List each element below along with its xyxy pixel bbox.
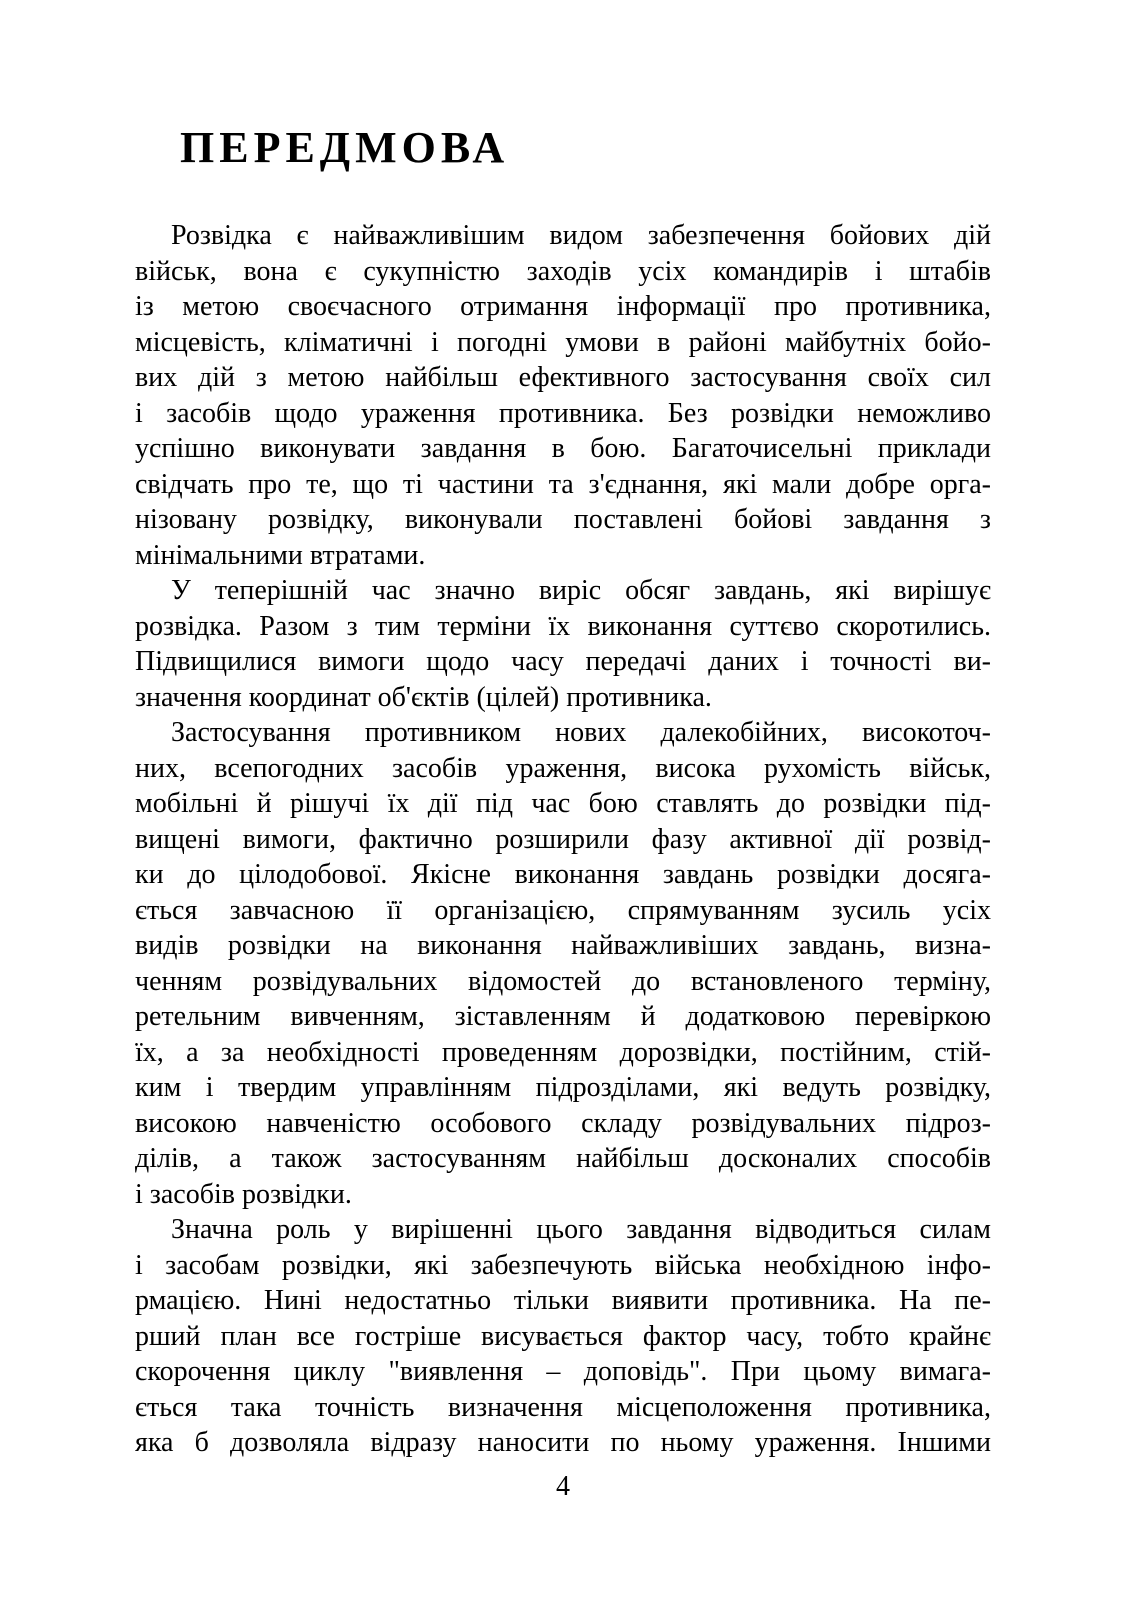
page-number: 4 [556,1471,570,1502]
text-line: високою навченістю особового складу розвідувальних підроз- [135,1107,991,1139]
text-line: Розвідка є найважливішим видом забезпечення бойових дій [171,220,991,251]
text-line: Підвищилися вимоги щодо часу передачі даних і точності ви- [135,646,991,677]
text-line: них, всепогодних засобів ураження, висока рухомість військ, [135,752,991,784]
text-line: місцевість, кліматичні і погодні умови в районі майбутніх бойо- [135,326,991,358]
text-line: Застосування противником нових далекобійних, високоточ- [171,717,991,748]
text-line: скорочення циклу "виявлення – доповідь". При цьому вимага- [135,1356,991,1387]
text-line: ченням розвідувальних відомостей до встановленого терміну, [135,965,991,997]
text-line: вищені вимоги, фактично розширили фазу активної дії розвід- [135,823,991,855]
text-line: мінімальними втратами. [135,539,426,571]
text-line: вих дій з метою найбільш ефективного застосування своїх сил [135,362,991,393]
text-line: свідчать про те, що ті частини та з'єднання, які мали добре орга- [135,468,991,500]
text-line: У теперішній час значно виріс обсяг завдань, які вирішує [171,575,991,606]
text-line: мобільні й рішучі їх дії під час бою ставлять до розвідки під- [135,788,991,819]
text-line: і засобів розвідки. [135,1178,352,1210]
text-line: ким і твердим управлінням підрозділами, які ведуть розвідку, [135,1072,991,1103]
text-line: нізовану розвідку, виконували поставлені бойові завдання з [135,504,991,535]
text-line: ється завчасною її організацією, спрямуванням зусиль усіх [135,894,991,926]
text-line: яка б дозволяла відразу наносити по ньому ураження. Іншими [135,1427,991,1458]
text-line: і засобів щодо ураження противника. Без розвідки неможливо [135,397,991,429]
text-line: видів розвідки на виконання найважливіших завдань, визна- [135,930,991,961]
text-line: рший план все гостріше висувається фактор часу, тобто крайнє [135,1320,991,1352]
text-line: військ, вона є сукупністю заходів усіх командирів і штабів [135,255,991,287]
text-line: успішно виконувати завдання в бою. Багаточисельні приклади [135,433,991,464]
text-line: ретельним вивченням, зіставленням й додатковою перевіркою [135,1001,991,1032]
text-line: ки до цілодобової. Якісне виконання завдань розвідки досяга- [135,859,991,890]
text-line: і засобам розвідки, які забезпечують війська необхідною інфо- [135,1249,991,1281]
text-line: Значна роль у вирішенні цього завдання відводиться силам [171,1214,991,1245]
page-title: ПЕРЕДМОВА [180,123,510,172]
text-line: значення координат об'єктів (цілей) противника. [135,681,712,713]
text-line: ділів, а також застосуванням найбільш досконалих способів [135,1143,991,1174]
text-line: ється така точність визначення місцеположення противника, [135,1391,991,1423]
text-line: їх, а за необхідності проведенням дорозвідки, постійним, стій- [135,1036,991,1068]
text-line: розвідка. Разом з тим терміни їх виконання суттєво скоротились. [135,610,991,642]
body-text [135,218,991,1461]
text-line: із метою своєчасного отримання інформації про противника, [135,291,991,322]
text-line: рмацією. Нині недостатньо тільки виявити противника. На пе- [135,1285,991,1316]
